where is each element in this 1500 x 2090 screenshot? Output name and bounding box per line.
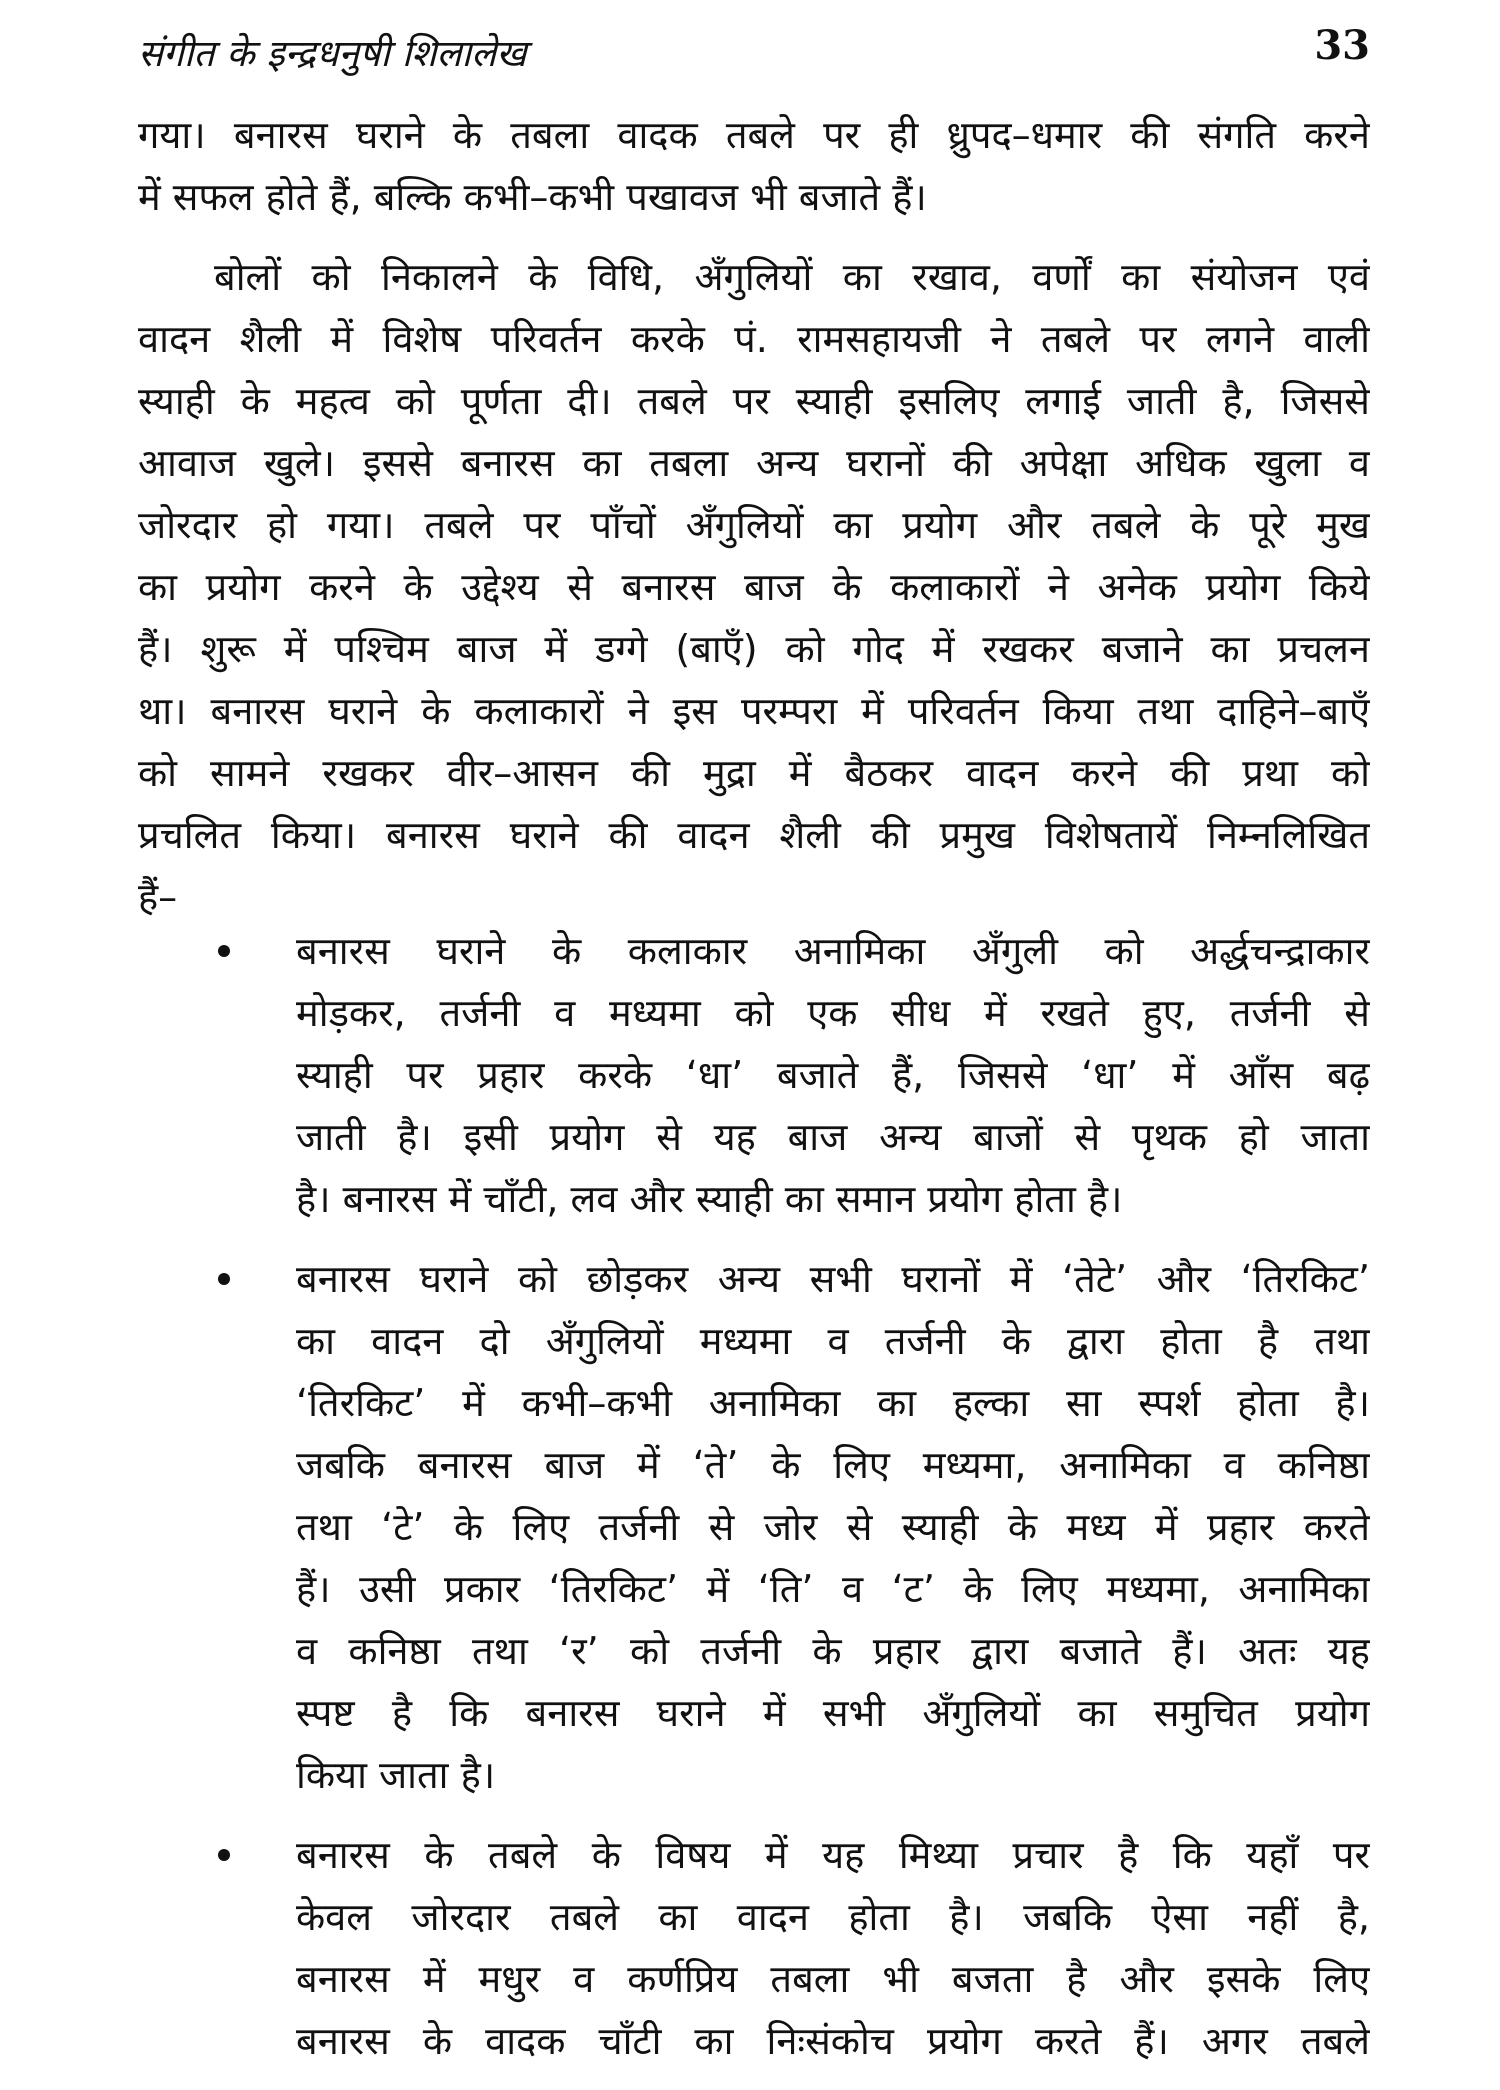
text-line: में सफल होते हैं, बल्कि कभी–कभी पखावज भी बजाते हैं। — [138, 175, 927, 219]
text-line: किया जाता है। — [296, 1753, 496, 1797]
text-line: बनारस घराने को छोड़कर अन्य सभी घरानों में ‘तेटे’ और ‘तिरकिट’ — [296, 1257, 1370, 1301]
text-line: स्याही पर प्रहार करके ‘धा’ बजाते हैं, जिससे ‘धा’ में आँस बढ़ — [296, 1053, 1370, 1097]
list-item — [138, 920, 1370, 1230]
text-line: वादन शैली में विशेष परिवर्तन करके पं. रामसहायजी ने तबले पर लगने वाली — [138, 317, 1370, 361]
list-item — [138, 1248, 1370, 1806]
text-line: जाती है। इसी प्रयोग से यह बाज अन्य बाजों से पृथक हो जाता — [296, 1115, 1370, 1159]
text-line: गया। बनारस घराने के तबला वादक तबले पर ही ध्रुपद–धमार की संगति करने — [138, 113, 1370, 157]
paragraph — [138, 104, 1370, 228]
text-line: का प्रयोग करने के उद्देश्य से बनारस बाज के कलाकारों ने अनेक प्रयोग किये — [138, 565, 1370, 609]
text-line: बनारस घराने के कलाकार अनामिका अँगुली को अर्द्धचन्द्राकार — [296, 929, 1370, 973]
text-line: को सामने रखकर वीर–आसन की मुद्रा में बैठकर वादन करने की प्रथा को — [138, 751, 1370, 795]
text-line: बोलों को निकालने के विधि, अँगुलियों का रखाव, वर्णों का संयोजन एवं — [214, 255, 1370, 299]
book-title: संगीत के इन्द्रधनुषी शिलालेख — [138, 32, 527, 75]
text-line: प्रचलित किया। बनारस घराने की वादन शैली की प्रमुख विशेषतायें निम्नलिखित — [138, 813, 1370, 857]
text-line: जोरदार हो गया। तबले पर पाँचों अँगुलियों का प्रयोग और तबले के पूरे मुख — [138, 503, 1370, 547]
text-line: हैं। उसी प्रकार ‘तिरकिट’ में ‘ति’ व ‘ट’ के लिए मध्यमा, अनामिका — [296, 1567, 1370, 1611]
text-line: आवाज खुले। इससे बनारस का तबला अन्य घरानों की अपेक्षा अधिक खुला व — [138, 441, 1370, 485]
paragraph — [138, 246, 1370, 928]
bullet-icon — [218, 945, 230, 957]
text-line: ‘तिरकिट’ में कभी–कभी अनामिका का हल्का सा स्पर्श होता है। — [296, 1381, 1370, 1425]
bullet-list — [138, 920, 1370, 2090]
text-line: मोड़कर, तर्जनी व मध्यमा को एक सीध में रखते हुए, तर्जनी से — [296, 991, 1370, 1035]
bullet-icon — [218, 1849, 230, 1861]
running-head — [138, 22, 1370, 86]
page-number: 33 — [1314, 22, 1370, 69]
text-line: तथा ‘टे’ के लिए तर्जनी से जोर से स्याही के मध्य में प्रहार करते — [296, 1505, 1370, 1549]
text-line: स्पष्ट है कि बनारस घराने में सभी अँगुलियों का समुचित प्रयोग — [296, 1691, 1370, 1735]
text-line: हैं– — [138, 875, 178, 919]
bullet-icon — [218, 1273, 230, 1285]
text-line: स्याही के महत्व को पूर्णता दी। तबले पर स्याही इसलिए लगाई जाती है, जिससे — [138, 379, 1370, 423]
text-line: जबकि बनारस बाज में ‘ते’ के लिए मध्यमा, अनामिका व कनिष्ठा — [296, 1443, 1370, 1487]
body-text — [138, 104, 1370, 928]
text-line: बनारस के तबले के विषय में यह मिथ्या प्रचार है कि यहाँ पर — [296, 1833, 1370, 1877]
text-line: था। बनारस घराने के कलाकारों ने इस परम्परा में परिवर्तन किया तथा दाहिने–बाएँ — [138, 689, 1370, 733]
text-line: हैं। शुरू में पश्चिम बाज में डग्गे (बाएँ) को गोद में रखकर बजाने का प्रचलन — [138, 627, 1370, 671]
text-line: बनारस के वादक चाँटी का निःसंकोच प्रयोग करते हैं। अगर तबले — [296, 2019, 1370, 2063]
text-line: केवल जोरदार तबले का वादन होता है। जबकि ऐसा नहीं है, — [296, 1895, 1370, 1939]
text-line: बनारस में मधुर व कर्णप्रिय तबला भी बजता है और इसके लिए — [296, 1957, 1370, 2001]
text-line: व कनिष्ठा तथा ‘र’ को तर्जनी के प्रहार द्वारा बजाते हैं। अतः यह — [296, 1629, 1370, 1673]
list-item — [138, 1824, 1370, 2072]
text-line: का वादन दो अँगुलियों मध्यमा व तर्जनी के द्वारा होता है तथा — [296, 1319, 1370, 1363]
text-line: है। बनारस में चाँटी, लव और स्याही का समान प्रयोग होता है। — [296, 1177, 1123, 1221]
